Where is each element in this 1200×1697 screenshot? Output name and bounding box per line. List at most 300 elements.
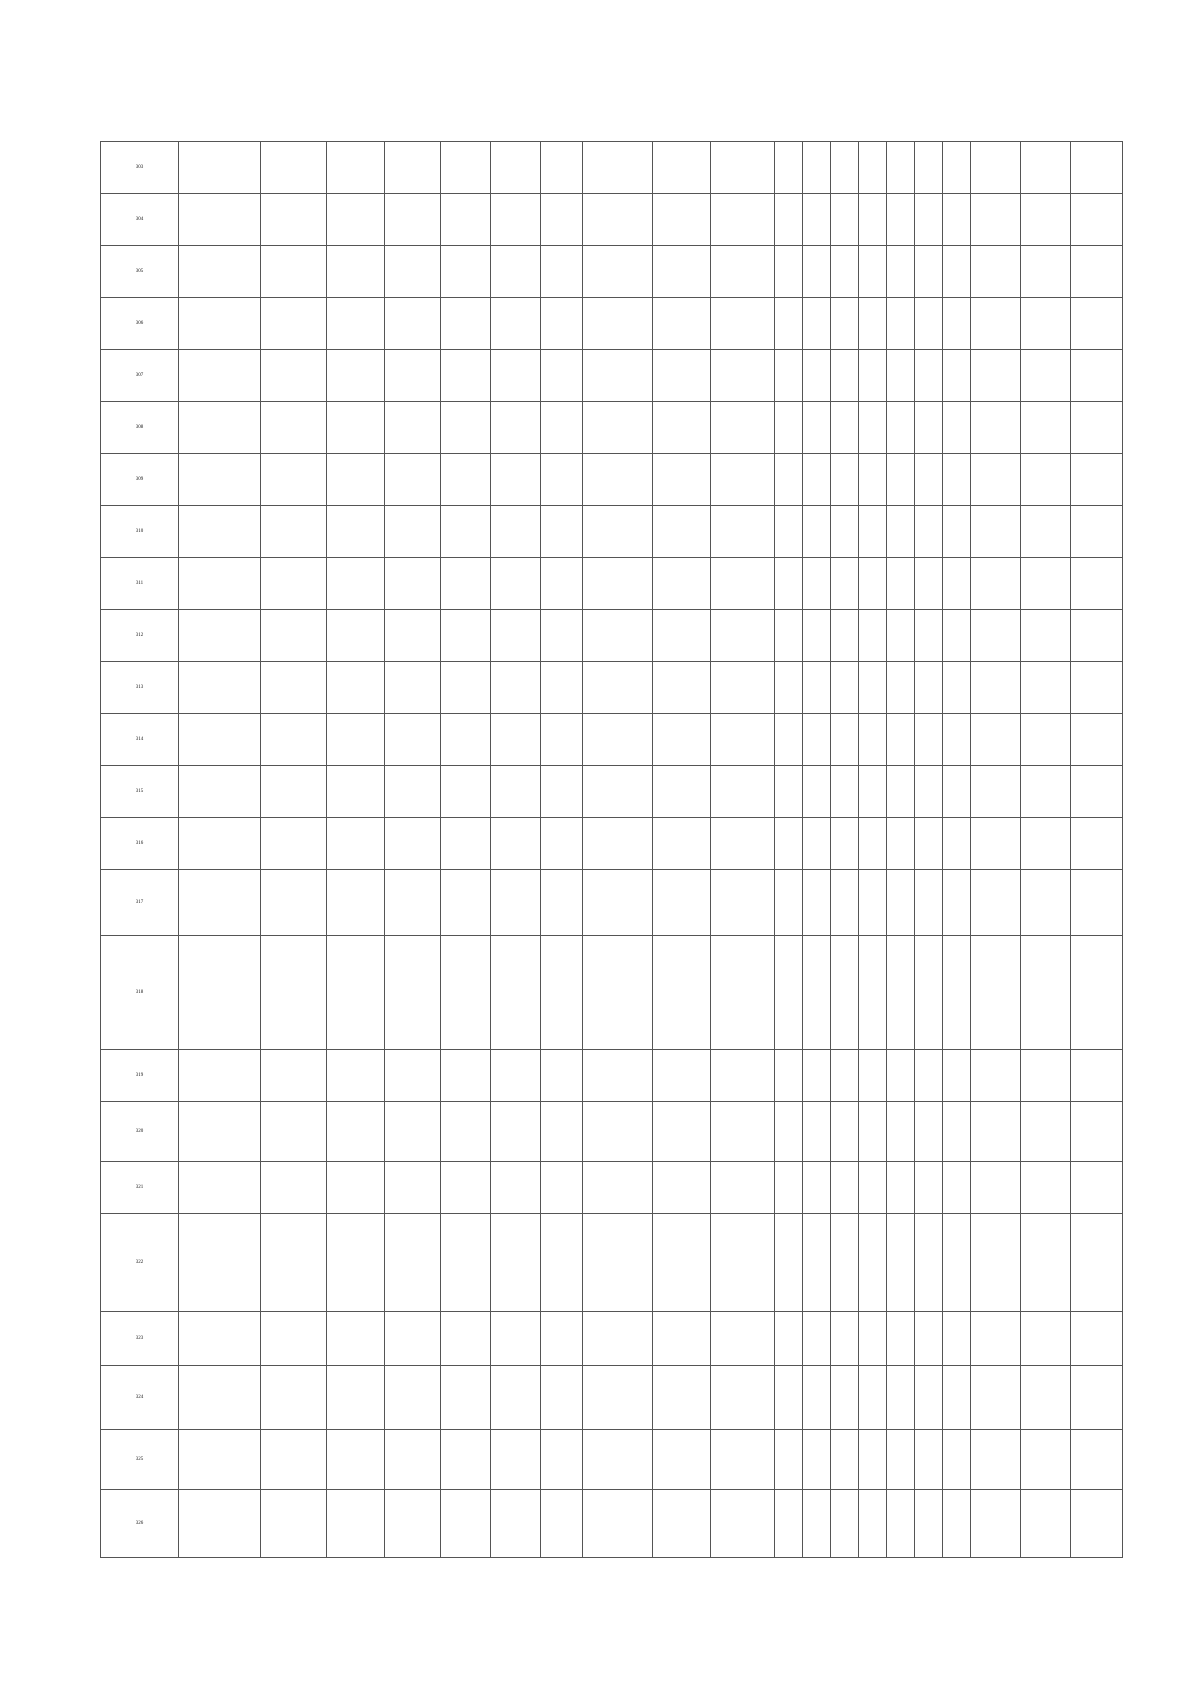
table-cell xyxy=(943,714,971,766)
table-cell xyxy=(385,1050,441,1102)
table-row xyxy=(101,714,1123,766)
table-cell xyxy=(1021,766,1071,818)
table-cell xyxy=(943,870,971,936)
table-cell xyxy=(583,506,653,558)
table-row xyxy=(101,1430,1123,1490)
row-number-cell: 323 xyxy=(101,1312,179,1366)
table-cell xyxy=(803,454,831,506)
table-cell xyxy=(775,558,803,610)
table-cell xyxy=(179,870,261,936)
table-cell xyxy=(711,1312,775,1366)
table-cell xyxy=(971,766,1021,818)
table-cell xyxy=(831,1490,859,1558)
row-number-cell: 319 xyxy=(101,1050,179,1102)
table-cell xyxy=(859,1430,887,1490)
table-cell xyxy=(541,870,583,936)
table-cell xyxy=(711,246,775,298)
table-cell xyxy=(179,558,261,610)
table-row xyxy=(101,610,1123,662)
table-cell xyxy=(971,714,1021,766)
table-cell xyxy=(261,936,327,1050)
table-cell xyxy=(385,610,441,662)
table-cell xyxy=(831,558,859,610)
table-cell xyxy=(803,298,831,350)
table-cell xyxy=(583,766,653,818)
table-cell xyxy=(441,506,491,558)
table-cell xyxy=(261,1162,327,1214)
table-row xyxy=(101,558,1123,610)
table-cell xyxy=(831,506,859,558)
table-cell xyxy=(859,1214,887,1312)
row-number-cell: 322 xyxy=(101,1214,179,1312)
table-cell xyxy=(491,870,541,936)
table-cell xyxy=(831,454,859,506)
table-cell xyxy=(541,298,583,350)
row-number-cell: 305 xyxy=(101,246,179,298)
table-cell xyxy=(1071,558,1123,610)
table-cell xyxy=(327,558,385,610)
table-cell xyxy=(859,454,887,506)
table-cell xyxy=(803,1490,831,1558)
table-cell xyxy=(491,818,541,870)
table-cell xyxy=(831,1214,859,1312)
table-cell xyxy=(261,1102,327,1162)
table-cell xyxy=(441,766,491,818)
table-cell xyxy=(327,610,385,662)
table-cell xyxy=(859,402,887,454)
table-row xyxy=(101,1102,1123,1162)
table-cell xyxy=(1021,506,1071,558)
table-cell xyxy=(943,662,971,714)
row-number-cell: 309 xyxy=(101,454,179,506)
table-cell xyxy=(915,142,943,194)
table-cell xyxy=(653,1312,711,1366)
table-cell xyxy=(971,1490,1021,1558)
table-cell xyxy=(653,1050,711,1102)
table-cell xyxy=(775,1366,803,1430)
table-cell xyxy=(775,766,803,818)
table-cell xyxy=(887,402,915,454)
table-cell xyxy=(1021,1102,1071,1162)
table-cell xyxy=(541,454,583,506)
table-cell xyxy=(653,298,711,350)
table-cell xyxy=(775,1312,803,1366)
table-cell xyxy=(915,298,943,350)
table-cell xyxy=(943,766,971,818)
table-cell xyxy=(179,1162,261,1214)
table-cell xyxy=(261,610,327,662)
table-cell xyxy=(583,246,653,298)
table-cell xyxy=(1021,1050,1071,1102)
table-cell xyxy=(385,1214,441,1312)
table-cell xyxy=(971,818,1021,870)
table-cell xyxy=(711,1366,775,1430)
table-cell xyxy=(385,454,441,506)
table-cell xyxy=(1071,1430,1123,1490)
table-row xyxy=(101,298,1123,350)
table-cell xyxy=(915,1312,943,1366)
table-cell xyxy=(1021,714,1071,766)
table-row xyxy=(101,1490,1123,1558)
table-cell xyxy=(653,818,711,870)
table-cell xyxy=(441,1366,491,1430)
table-cell xyxy=(859,714,887,766)
table-cell xyxy=(971,1162,1021,1214)
table-cell xyxy=(653,714,711,766)
table-cell xyxy=(971,298,1021,350)
table-cell xyxy=(831,1312,859,1366)
table-cell xyxy=(653,194,711,246)
table-cell xyxy=(491,662,541,714)
table-cell xyxy=(541,194,583,246)
table-cell xyxy=(653,662,711,714)
table-cell xyxy=(261,662,327,714)
table-cell xyxy=(441,610,491,662)
table-row xyxy=(101,142,1123,194)
table-cell xyxy=(887,1214,915,1312)
table-cell xyxy=(887,766,915,818)
table-cell xyxy=(943,1050,971,1102)
table-cell xyxy=(1021,558,1071,610)
table-cell xyxy=(1021,662,1071,714)
table-cell xyxy=(385,662,441,714)
table-cell xyxy=(711,1430,775,1490)
table-cell xyxy=(541,558,583,610)
table-cell xyxy=(915,1050,943,1102)
table-cell xyxy=(327,936,385,1050)
table-cell xyxy=(971,1102,1021,1162)
table-cell xyxy=(441,1312,491,1366)
table-cell xyxy=(915,870,943,936)
table-cell xyxy=(441,350,491,402)
table-cell xyxy=(491,1312,541,1366)
table-row xyxy=(101,818,1123,870)
table-cell xyxy=(803,936,831,1050)
table-cell xyxy=(831,936,859,1050)
table-cell xyxy=(327,818,385,870)
table-cell xyxy=(327,1430,385,1490)
table-cell xyxy=(327,766,385,818)
table-cell xyxy=(1021,1312,1071,1366)
table-cell xyxy=(583,1490,653,1558)
table-cell xyxy=(1071,1312,1123,1366)
table-cell xyxy=(179,714,261,766)
table-cell xyxy=(943,818,971,870)
table-cell xyxy=(943,1366,971,1430)
table-cell xyxy=(831,1366,859,1430)
table-cell xyxy=(859,662,887,714)
table-cell xyxy=(887,246,915,298)
table-cell xyxy=(943,402,971,454)
table-cell xyxy=(583,558,653,610)
table-cell xyxy=(803,766,831,818)
table-cell xyxy=(971,1050,1021,1102)
table-cell xyxy=(803,662,831,714)
table-cell xyxy=(1071,1162,1123,1214)
table-cell xyxy=(1071,662,1123,714)
table-cell xyxy=(261,870,327,936)
table-cell xyxy=(859,1490,887,1558)
table-cell xyxy=(915,610,943,662)
table-cell xyxy=(711,766,775,818)
table-cell xyxy=(859,246,887,298)
table-cell xyxy=(327,1312,385,1366)
table-cell xyxy=(1071,1490,1123,1558)
table-cell xyxy=(1021,1430,1071,1490)
table-cell xyxy=(1071,818,1123,870)
table-cell xyxy=(541,1050,583,1102)
table-cell xyxy=(775,1162,803,1214)
table-cell xyxy=(915,1366,943,1430)
table-cell xyxy=(859,870,887,936)
table-cell xyxy=(803,506,831,558)
table-cell xyxy=(1021,454,1071,506)
table-cell xyxy=(943,350,971,402)
table-cell xyxy=(179,1430,261,1490)
table-cell xyxy=(385,818,441,870)
table-cell xyxy=(1071,1050,1123,1102)
table-cell xyxy=(943,246,971,298)
table-cell xyxy=(261,1050,327,1102)
table-cell xyxy=(653,402,711,454)
table-cell xyxy=(1071,194,1123,246)
table-cell xyxy=(915,454,943,506)
table-cell xyxy=(1071,870,1123,936)
table-cell xyxy=(775,1430,803,1490)
table-cell xyxy=(583,1162,653,1214)
table-cell xyxy=(541,1430,583,1490)
table-cell xyxy=(441,142,491,194)
table-cell xyxy=(1071,936,1123,1050)
table-cell xyxy=(887,870,915,936)
table-cell xyxy=(1021,246,1071,298)
table-cell xyxy=(541,818,583,870)
table-cell xyxy=(441,714,491,766)
table-cell xyxy=(915,1162,943,1214)
table-cell xyxy=(491,558,541,610)
table-cell xyxy=(803,818,831,870)
table-cell xyxy=(583,818,653,870)
table-cell xyxy=(583,194,653,246)
table-cell xyxy=(385,1430,441,1490)
table-cell xyxy=(327,298,385,350)
table-cell xyxy=(261,558,327,610)
table-cell xyxy=(831,298,859,350)
table-cell xyxy=(179,402,261,454)
table-cell xyxy=(441,1050,491,1102)
table-cell xyxy=(887,1490,915,1558)
table-cell xyxy=(327,142,385,194)
table-cell xyxy=(859,506,887,558)
table-cell xyxy=(385,1102,441,1162)
table-cell xyxy=(653,1366,711,1430)
table-cell xyxy=(491,194,541,246)
row-number-cell: 303 xyxy=(101,142,179,194)
table-row xyxy=(101,936,1123,1050)
table-cell xyxy=(653,1102,711,1162)
table-row xyxy=(101,506,1123,558)
table-row xyxy=(101,454,1123,506)
table-cell xyxy=(583,870,653,936)
table-cell xyxy=(179,936,261,1050)
table-cell xyxy=(803,714,831,766)
table-cell xyxy=(583,1050,653,1102)
register-table xyxy=(100,141,1123,1558)
table-cell xyxy=(943,1214,971,1312)
table-cell xyxy=(327,1050,385,1102)
table-cell xyxy=(385,402,441,454)
table-cell xyxy=(541,610,583,662)
table-cell xyxy=(653,1162,711,1214)
table-cell xyxy=(1071,506,1123,558)
table-cell xyxy=(261,142,327,194)
table-cell xyxy=(915,194,943,246)
table-cell xyxy=(803,1214,831,1312)
table-cell xyxy=(775,610,803,662)
table-cell xyxy=(859,194,887,246)
table-cell xyxy=(711,558,775,610)
table-cell xyxy=(179,246,261,298)
table-cell xyxy=(261,350,327,402)
table-cell xyxy=(653,870,711,936)
table-cell xyxy=(803,870,831,936)
table-cell xyxy=(583,714,653,766)
table-cell xyxy=(179,818,261,870)
table-cell xyxy=(711,194,775,246)
table-cell xyxy=(775,714,803,766)
table-cell xyxy=(385,1490,441,1558)
row-number-cell: 308 xyxy=(101,402,179,454)
table-cell xyxy=(441,1102,491,1162)
row-number-cell: 325 xyxy=(101,1430,179,1490)
table-cell xyxy=(1071,402,1123,454)
table-cell xyxy=(775,1102,803,1162)
table-cell xyxy=(775,1490,803,1558)
table-cell xyxy=(179,298,261,350)
table-cell xyxy=(441,870,491,936)
table-cell xyxy=(653,1430,711,1490)
table-cell xyxy=(775,246,803,298)
table-cell xyxy=(491,142,541,194)
table-cell xyxy=(1071,1366,1123,1430)
table-cell xyxy=(583,610,653,662)
table-cell xyxy=(915,818,943,870)
table-cell xyxy=(1021,1214,1071,1312)
row-number-cell: 326 xyxy=(101,1490,179,1558)
table-cell xyxy=(859,142,887,194)
table-cell xyxy=(583,142,653,194)
table-cell xyxy=(803,194,831,246)
table-cell xyxy=(943,1102,971,1162)
table-cell xyxy=(915,402,943,454)
table-cell xyxy=(583,1430,653,1490)
table-cell xyxy=(653,766,711,818)
table-cell xyxy=(327,870,385,936)
table-cell xyxy=(887,194,915,246)
table-cell xyxy=(583,1312,653,1366)
table-cell xyxy=(385,1312,441,1366)
table-cell xyxy=(711,350,775,402)
table-row xyxy=(101,1162,1123,1214)
table-cell xyxy=(583,662,653,714)
table-cell xyxy=(491,1102,541,1162)
table-cell xyxy=(261,1490,327,1558)
table-cell xyxy=(261,402,327,454)
table-cell xyxy=(711,1050,775,1102)
table-cell xyxy=(803,350,831,402)
table-cell xyxy=(775,142,803,194)
table-cell xyxy=(711,610,775,662)
table-cell xyxy=(491,246,541,298)
row-number-cell: 318 xyxy=(101,936,179,1050)
table-cell xyxy=(887,610,915,662)
table-cell xyxy=(915,1214,943,1312)
table-cell xyxy=(915,558,943,610)
row-number-cell: 316 xyxy=(101,818,179,870)
table-cell xyxy=(583,298,653,350)
table-cell xyxy=(1021,1490,1071,1558)
table-cell xyxy=(887,1102,915,1162)
table-cell xyxy=(971,506,1021,558)
table-row xyxy=(101,1214,1123,1312)
table-cell xyxy=(803,142,831,194)
table-cell xyxy=(1071,454,1123,506)
table-cell xyxy=(491,1214,541,1312)
table-cell xyxy=(385,936,441,1050)
table-cell xyxy=(803,1366,831,1430)
table-cell xyxy=(327,1102,385,1162)
table-cell xyxy=(541,1162,583,1214)
table-cell xyxy=(1071,142,1123,194)
table-cell xyxy=(803,246,831,298)
table-cell xyxy=(491,454,541,506)
table-cell xyxy=(859,818,887,870)
row-number-cell: 310 xyxy=(101,506,179,558)
table-cell xyxy=(1071,1214,1123,1312)
row-number-cell: 317 xyxy=(101,870,179,936)
table-cell xyxy=(711,1214,775,1312)
table-cell xyxy=(971,246,1021,298)
table-cell xyxy=(971,610,1021,662)
table-cell xyxy=(541,766,583,818)
table-cell xyxy=(583,454,653,506)
table-cell xyxy=(831,1430,859,1490)
table-cell xyxy=(1071,246,1123,298)
table-cell xyxy=(583,1102,653,1162)
table-cell xyxy=(971,1214,1021,1312)
table-cell xyxy=(261,714,327,766)
table-cell xyxy=(491,1050,541,1102)
register-sheet xyxy=(100,141,1100,1558)
table-cell xyxy=(327,1214,385,1312)
table-cell xyxy=(385,766,441,818)
table-cell xyxy=(179,1490,261,1558)
table-cell xyxy=(261,298,327,350)
table-cell xyxy=(775,1050,803,1102)
table-cell xyxy=(491,766,541,818)
table-cell xyxy=(831,610,859,662)
table-cell xyxy=(887,558,915,610)
table-cell xyxy=(179,1366,261,1430)
table-cell xyxy=(831,1102,859,1162)
table-cell xyxy=(583,402,653,454)
table-cell xyxy=(1021,402,1071,454)
table-cell xyxy=(541,1490,583,1558)
table-cell xyxy=(887,1312,915,1366)
table-cell xyxy=(775,662,803,714)
table-cell xyxy=(385,298,441,350)
table-cell xyxy=(441,1430,491,1490)
